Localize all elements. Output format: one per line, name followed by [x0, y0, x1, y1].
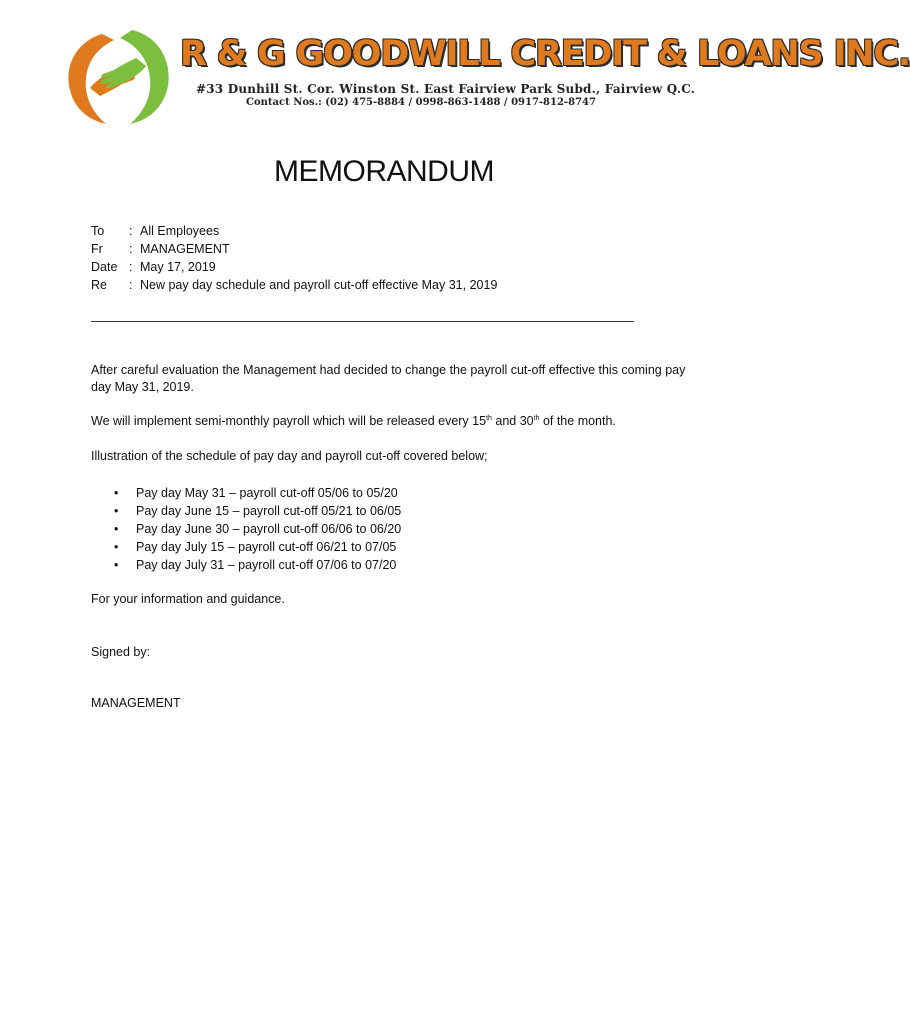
bullet-icon: •	[114, 540, 119, 554]
memo-header-fields	[91, 222, 497, 294]
bullet-icon: •	[114, 486, 119, 500]
field-date	[91, 258, 497, 276]
superscript: th	[486, 415, 492, 422]
page-title: MEMORANDUM	[274, 155, 494, 188]
bullet-icon: •	[114, 504, 119, 518]
list-item-text: Pay day July 15 – payroll cut-off 06/21 to 07/05	[136, 540, 397, 554]
bullet-icon: •	[114, 522, 119, 536]
signed-by-label: Signed by:	[91, 645, 151, 659]
bullet-icon: •	[114, 558, 119, 572]
list-item	[91, 556, 401, 574]
superscript: th	[533, 415, 540, 422]
field-value: All Employees	[140, 224, 220, 238]
list-item	[91, 484, 401, 502]
field-value: May 17, 2019	[140, 260, 216, 274]
paragraph-closing: For your information and guidance.	[91, 592, 285, 606]
field-separator: :	[129, 242, 133, 256]
list-item-text: Pay day May 31 – payroll cut-off 05/06 to 05/20	[136, 486, 398, 500]
list-item-text: Pay day June 15 – payroll cut-off 05/21 to 06/05	[136, 504, 402, 518]
list-item	[91, 538, 401, 556]
paragraph-intro: After careful evaluation the Management had decided to change the payroll cut-off effective this coming pay day May 31, 2019.	[91, 363, 686, 394]
field-value: MANAGEMENT	[140, 242, 230, 256]
schedule-list	[91, 484, 401, 574]
field-separator: :	[129, 260, 133, 274]
field-label: Re	[91, 278, 107, 292]
field-label: To	[91, 224, 105, 238]
list-item-text: Pay day July 31 – payroll cut-off 07/06 to 07/20	[136, 558, 397, 572]
list-item	[91, 502, 401, 520]
field-separator: :	[129, 278, 133, 292]
field-to	[91, 222, 497, 240]
company-contact: Contact Nos.: (02) 475-8884 / 0998-863-1488 / 0917-812-8747	[246, 97, 596, 108]
field-value: New pay day schedule and payroll cut-off effective May 31, 2019	[140, 278, 498, 292]
hands-logo-icon	[62, 26, 174, 126]
company-name: R & G GOODWILL CREDIT & LOANS INC.	[180, 34, 910, 74]
paragraph-illustration: Illustration of the schedule of pay day and payroll cut-off covered below;	[91, 449, 488, 463]
text-part: We will implement semi-monthly payroll which will be released every 15	[91, 414, 487, 428]
field-re	[91, 276, 497, 294]
field-label: Fr	[91, 242, 103, 256]
list-item-text: Pay day June 30 – payroll cut-off 06/06 to 06/20	[136, 522, 402, 536]
company-address: #33 Dunhill St. Cor. Winston St. East Fairview Park Subd., Fairview Q.C.	[196, 82, 696, 96]
text-part: and 30	[491, 414, 534, 428]
signatory-name: MANAGEMENT	[91, 696, 181, 710]
list-item	[91, 520, 401, 538]
field-label: Date	[91, 260, 118, 274]
divider-line	[91, 321, 634, 322]
paragraph-payroll	[91, 413, 691, 430]
text-part: of the month.	[539, 414, 616, 428]
field-separator: :	[129, 224, 133, 238]
field-from	[91, 240, 497, 258]
